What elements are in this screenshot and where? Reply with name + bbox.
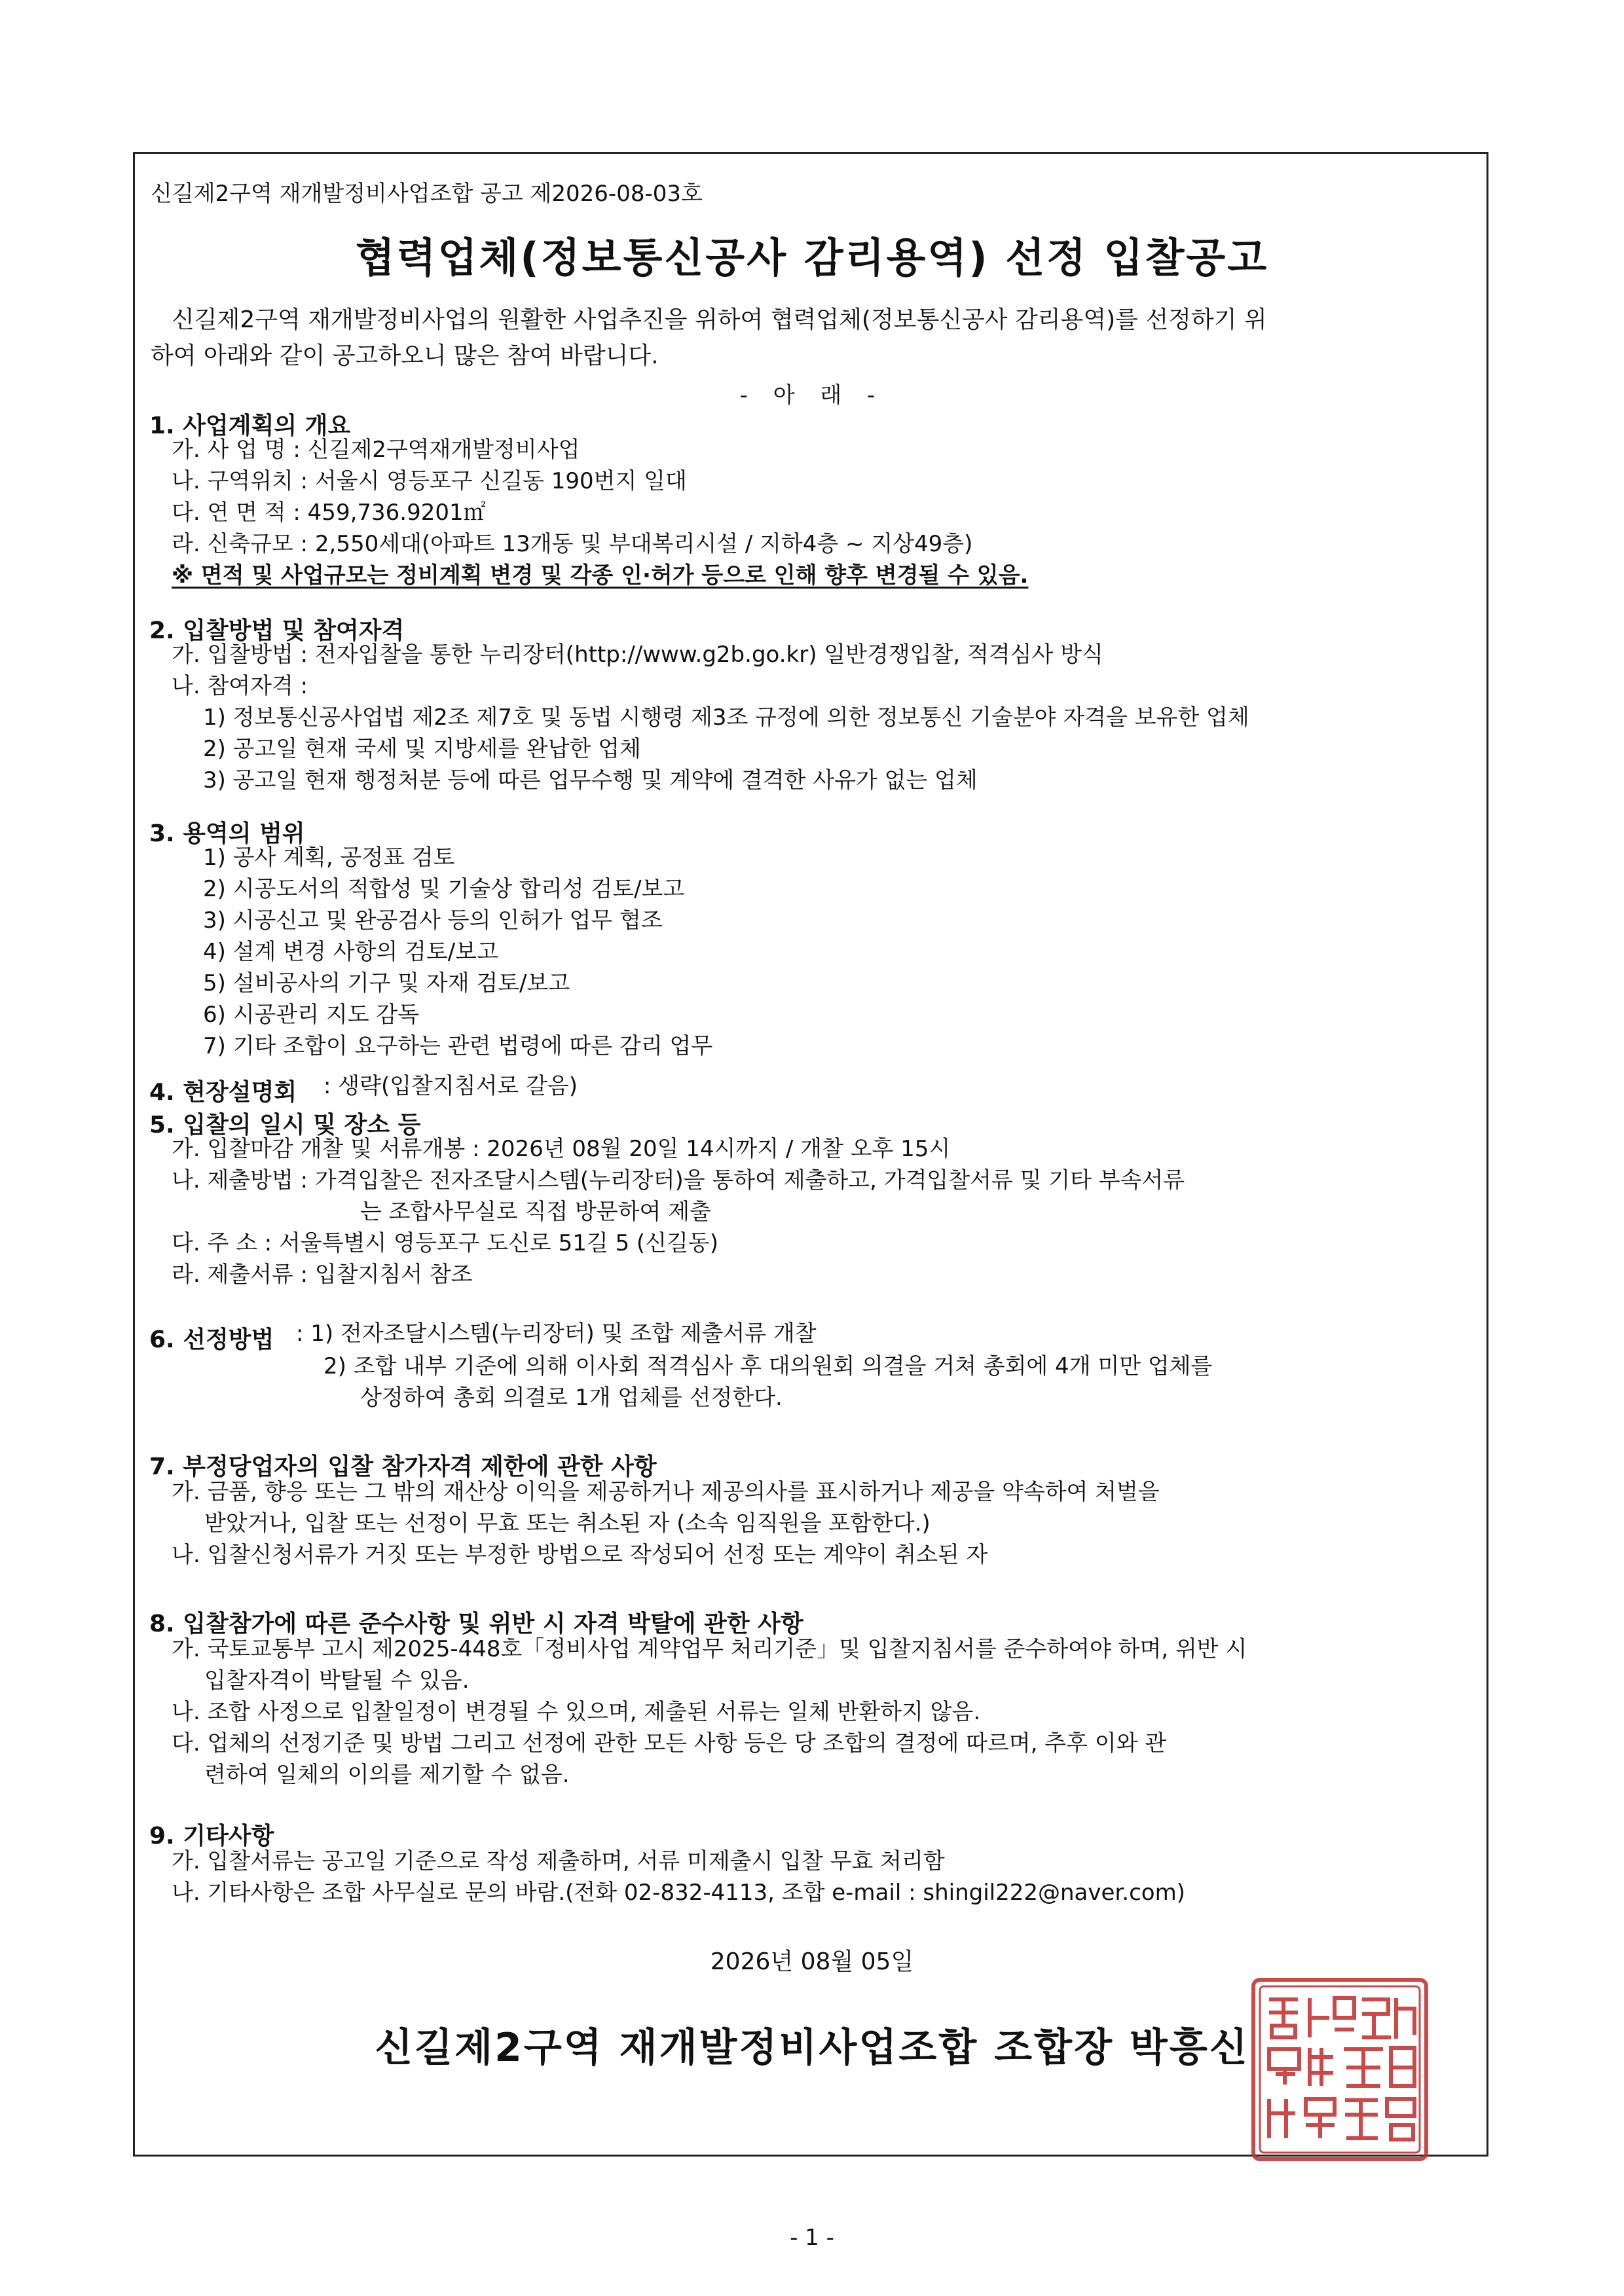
s2-eligibility-1: 1) 정보통신공사업법 제2조 제7호 및 동법 시행령 제3조 규정에 의한 정보통신 기술분야 자격을 보유한 업체 <box>203 704 1249 731</box>
s3-item: 4) 설계 변경 사항의 검토/보고 <box>203 939 498 965</box>
section-9-heading: 9. 기타사항 <box>149 1823 274 1850</box>
section-4-heading: 4. 현장설명회 <box>149 1079 297 1106</box>
s3-item: 7) 기타 조합이 요구하는 관련 법령에 따른 감리 업무 <box>203 1033 713 1059</box>
signature-date: 2026년 08월 05일 <box>710 1948 914 1975</box>
s8-item-a-2: 입찰자격이 박탈될 수 있음. <box>204 1667 470 1694</box>
s3-item: 6) 시공관리 지도 감독 <box>203 1002 420 1028</box>
s3-item: 3) 시공신고 및 완공검사 등의 인허가 업무 협조 <box>203 907 663 934</box>
intro-line-2: 하여 아래와 같이 공고하오니 많은 참여 바랍니다. <box>151 342 659 369</box>
s4-text: : 생략(입찰지침서로 갈음) <box>323 1073 578 1099</box>
page-number: - 1 - <box>790 2225 834 2251</box>
s6-line-1: : 1) 전자조달시스템(누리장터) 및 조합 제출서류 개찰 <box>296 1321 817 1347</box>
s8-item-a-1: 가. 국토교통부 고시 제2025-448호「정비사업 계약업무 처리기준」및 입찰지침서를 준수하여야 하며, 위반 시 <box>172 1636 1247 1662</box>
s3-item: 5) 설비공사의 기구 및 자재 검토/보고 <box>203 970 570 996</box>
s9-item-a: 가. 입찰서류는 공고일 기준으로 작성 제출하며, 서류 미제출시 입찰 무효 처리함 <box>172 1848 945 1874</box>
section-6-heading: 6. 선정방법 <box>149 1326 274 1353</box>
s5-submission-1: 나. 제출방법 : 가격입찰은 전자조달시스템(누리장터)을 통하여 제출하고, 가격입찰서류 및 기타 부속서류 <box>172 1167 1185 1194</box>
s2-eligibility: 나. 참여자격 : <box>172 673 308 699</box>
s5-deadline: 가. 입찰마감 개찰 및 서류개봉 : 2026년 08월 20일 14시까지 / 개찰 오후 15시 <box>172 1136 951 1162</box>
s5-submission-2: 는 조합사무실로 직접 방문하여 제출 <box>360 1199 711 1225</box>
intro-line-1: 신길제2구역 재개발정비사업의 원활한 사업추진을 위하여 협력업체(정보통신공사 감리용역)를 선정하기 위 <box>172 306 1267 333</box>
signature-name: 신길제2구역 재개발정비사업조합 조합장 박흥신 <box>375 2025 1249 2071</box>
s1-floor-area: 다. 연 면 적 : 459,736.9201㎡ <box>172 500 486 526</box>
notice-number: 신길제2구역 재개발정비사업조합 공고 제2026-08-03호 <box>151 181 703 207</box>
s8-item-c-2: 련하여 일체의 이의를 제기할 수 없음. <box>204 1762 570 1788</box>
section-divider: - 아 래 - <box>739 382 885 409</box>
s5-address: 다. 주 소 : 서울특별시 영등포구 도신로 51길 5 (신길동) <box>172 1230 718 1256</box>
s2-method: 가. 입찰방법 : 전자입찰을 통한 누리장터(http://www.g2b.go.kr) 일반경쟁입찰, 적격심사 방식 <box>172 642 1103 668</box>
section-7-heading: 7. 부정당업자의 입찰 참가자격 제한에 관한 사항 <box>149 1453 657 1480</box>
s7-item-a-2: 받았거나, 입찰 또는 선정이 무효 또는 취소된 자 (소속 임직원을 포함한다.) <box>204 1510 931 1537</box>
s7-item-b: 나. 입찰신청서류가 거짓 또는 부정한 방법으로 작성되어 선정 또는 계약이 취소된 자 <box>172 1542 988 1568</box>
s7-item-a-1: 가. 금품, 향응 또는 그 밖의 재산상 이익을 제공하거나 제공의사를 표시하거나 제공을 약속하여 처벌을 <box>172 1479 1160 1505</box>
s2-eligibility-2: 2) 공고일 현재 국세 및 지방세를 완납한 업체 <box>203 736 641 762</box>
s6-line-3: 상정하여 총회 의결로 1개 업체를 선정한다. <box>360 1385 783 1411</box>
s1-scale: 라. 신축규모 : 2,550세대(아파트 13개동 및 부대복리시설 / 지하4층 ~ 지상49층) <box>172 531 973 557</box>
section-1-heading: 1. 사업계획의 개요 <box>149 412 351 439</box>
s8-item-b: 나. 조합 사정으로 입찰일정이 변경될 수 있으며, 제출된 서류는 일체 반환하지 않음. <box>172 1699 981 1725</box>
s1-location: 나. 구역위치 : 서울시 영등포구 신길동 190번지 일대 <box>172 468 687 494</box>
s2-eligibility-3: 3) 공고일 현재 행정처분 등에 따른 업무수행 및 계약에 결격한 사유가 없는 업체 <box>203 767 978 793</box>
section-2-heading: 2. 입찰방법 및 참여자격 <box>149 617 405 644</box>
s3-item: 2) 시공도서의 적합성 및 기술상 합리성 검토/보고 <box>203 876 685 902</box>
s5-documents: 라. 제출서류 : 입찰지침서 참조 <box>172 1262 473 1288</box>
s1-note: ※ 면적 및 사업규모는 정비계획 변경 및 각종 인·허가 등으로 인해 향후 변경될 수 있음. <box>172 562 1029 589</box>
section-5-heading: 5. 입찰의 일시 및 장소 등 <box>149 1112 421 1139</box>
official-seal-stamp <box>1249 1976 1430 2163</box>
s3-item: 1) 공사 계획, 공정표 검토 <box>203 845 455 871</box>
section-8-heading: 8. 입찰참가에 따른 준수사항 및 위반 시 자격 박탈에 관한 사항 <box>149 1611 803 1637</box>
s6-line-2: 2) 조합 내부 기준에 의해 이사회 적격심사 후 대의원회 의결을 거쳐 총회에 4개 미만 업체를 <box>323 1353 1213 1379</box>
document-title: 협력업체(정보통신공사 감리용역) 선정 입찰공고 <box>355 234 1269 282</box>
s8-item-c-1: 다. 업체의 선정기준 및 방법 그리고 선정에 관한 모든 사항 등은 당 조합의 결정에 따르며, 추후 이와 관 <box>172 1730 1167 1757</box>
section-3-heading: 3. 용역의 범위 <box>149 820 305 847</box>
s1-project-name: 가. 사 업 명 : 신길제2구역재개발정비사업 <box>172 437 580 463</box>
s9-item-b: 나. 기타사항은 조합 사무실로 문의 바람.(전화 02-832-4113, 조합 e-mail : shingil222@naver.com) <box>172 1880 1185 1906</box>
